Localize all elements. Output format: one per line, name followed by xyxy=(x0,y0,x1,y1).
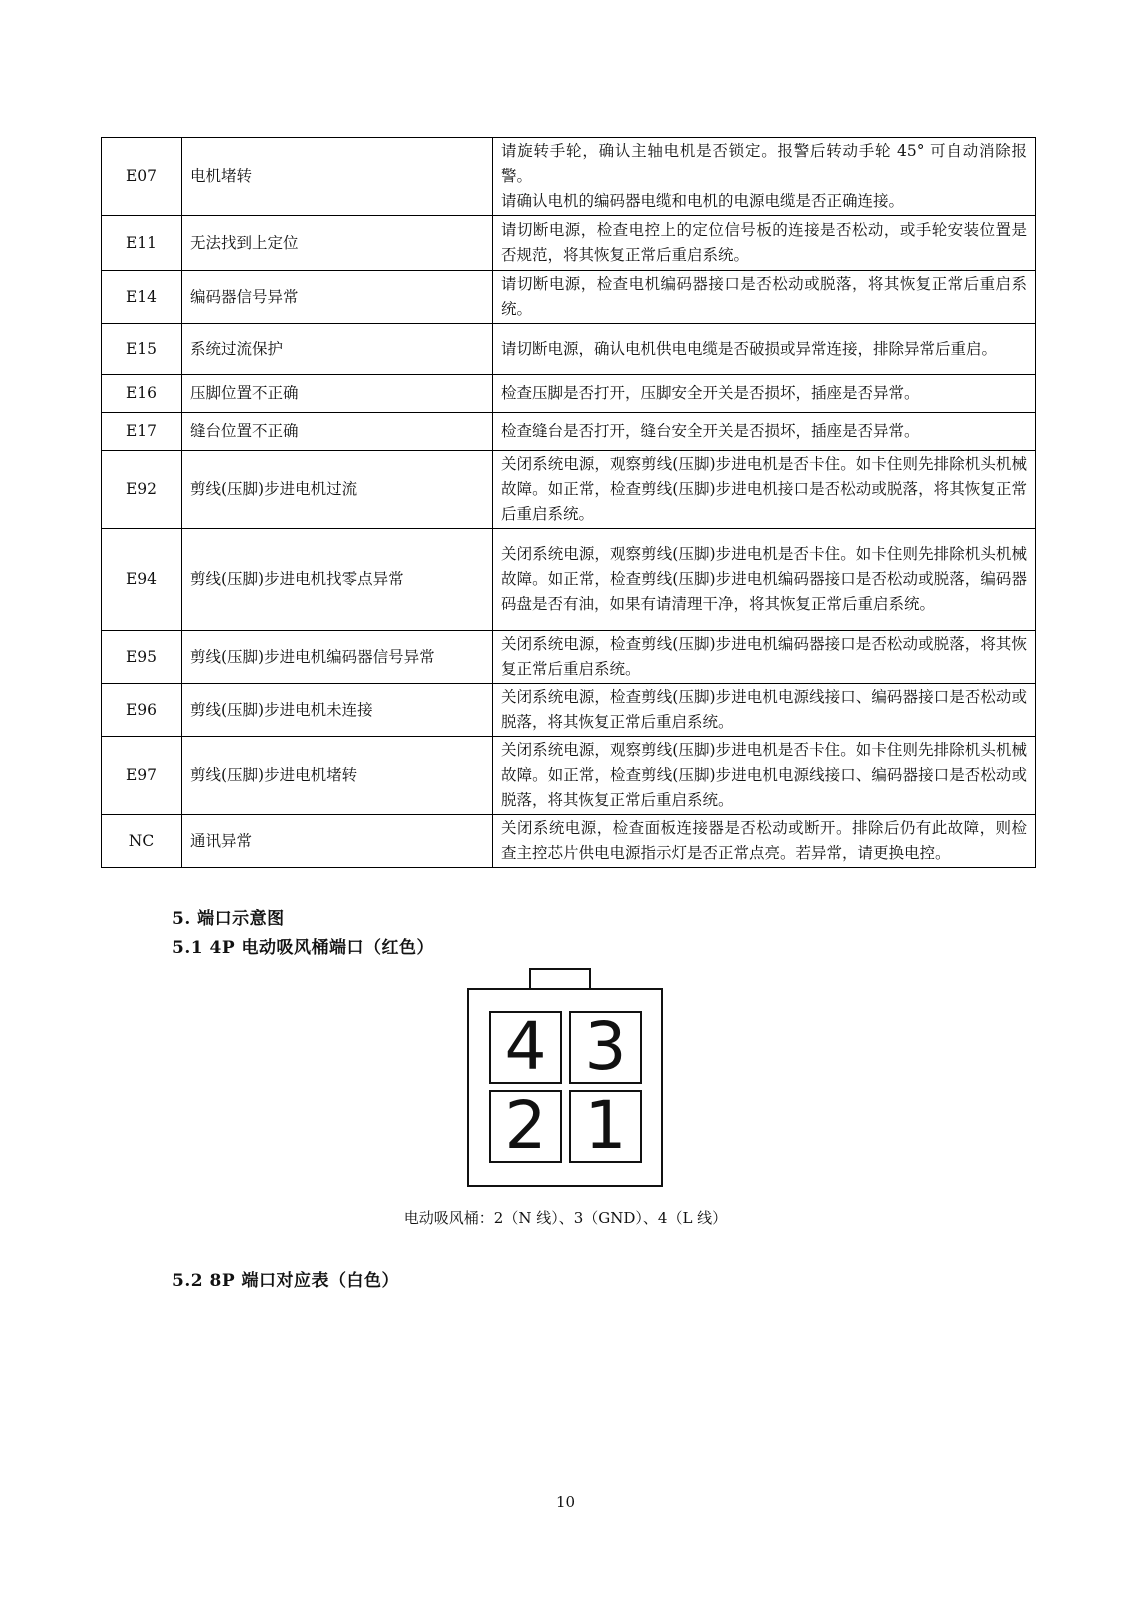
error-code: E16 xyxy=(102,375,182,413)
table-row xyxy=(102,451,1036,529)
error-remedy xyxy=(493,413,1036,451)
error-name: 无法找到上定位 xyxy=(182,216,493,271)
error-code: E97 xyxy=(102,737,182,815)
table-row xyxy=(102,684,1036,737)
remedy-line: 关闭系统电源，检查面板连接器是否松动或断开。排除后仍有此故障，则检查主控芯片供电电源指示灯是否正常点亮。若异常，请更换电控。 xyxy=(501,819,1027,862)
table-row xyxy=(102,271,1036,324)
error-remedy xyxy=(493,324,1036,375)
table-row xyxy=(102,138,1036,216)
remedy-line: 请确认电机的编码器电缆和电机的电源电缆是否正确连接。 xyxy=(501,192,905,210)
table-row xyxy=(102,216,1036,271)
error-code: E95 xyxy=(102,631,182,684)
table-row xyxy=(102,737,1036,815)
remedy-line: 关闭系统电源，检查剪线(压脚)步进电机编码器接口是否松动或脱落，将其恢复正常后重启系统。 xyxy=(501,635,1027,678)
error-name: 剪线(压脚)步进电机堵转 xyxy=(182,737,493,815)
error-remedy xyxy=(493,815,1036,868)
table-row xyxy=(102,413,1036,451)
remedy-line: 请切断电源，检查电机编码器接口是否松动或脱落，将其恢复正常后重启系统。 xyxy=(501,275,1027,318)
error-code: E15 xyxy=(102,324,182,375)
error-code: E17 xyxy=(102,413,182,451)
error-code: NC xyxy=(102,815,182,868)
remedy-line: 请旋转手轮，确认主轴电机是否锁定。报警后转动手轮 45° 可自动消除报警。 xyxy=(501,142,1027,185)
error-code: E07 xyxy=(102,138,182,216)
section-5-2-heading: 5.2 8P 端口对应表（白色） xyxy=(172,1271,400,1291)
remedy-line: 关闭系统电源，检查剪线(压脚)步进电机电源线接口、编码器接口是否松动或脱落，将其恢复正常后重启系统。 xyxy=(501,688,1027,731)
error-remedy xyxy=(493,529,1036,631)
error-code: E11 xyxy=(102,216,182,271)
pin-2-label: 2 xyxy=(504,1087,547,1164)
remedy-line: 检查压脚是否打开，压脚安全开关是否损坏，插座是否异常。 xyxy=(501,384,920,402)
connector-latch xyxy=(530,969,590,989)
remedy-line: 请切断电源，检查电控上的定位信号板的连接是否松动，或手轮安装位置是否规范，将其恢复正常后重启系统。 xyxy=(501,221,1027,264)
error-name: 剪线(压脚)步进电机过流 xyxy=(182,451,493,529)
error-remedy xyxy=(493,631,1036,684)
error-name: 剪线(压脚)步进电机未连接 xyxy=(182,684,493,737)
pin-1-label: 1 xyxy=(584,1087,627,1164)
error-remedy xyxy=(493,451,1036,529)
remedy-line: 关闭系统电源，观察剪线(压脚)步进电机是否卡住。如卡住则先排除机头机械故障。如正常，检查剪线(压脚)步进电机电源线接口、编码器接口是否松动或脱落，将其恢复正常后重启系统。 xyxy=(501,741,1027,809)
section-5-heading: 5. 端口示意图 xyxy=(172,909,285,929)
error-code: E94 xyxy=(102,529,182,631)
error-remedy xyxy=(493,684,1036,737)
connector-caption: 电动吸风桶：2（N 线）、3（GND）、4（L 线） xyxy=(403,1209,728,1227)
error-code: E96 xyxy=(102,684,182,737)
error-name: 编码器信号异常 xyxy=(182,271,493,324)
error-table-body xyxy=(102,138,1036,868)
error-name: 通讯异常 xyxy=(182,815,493,868)
remedy-line: 检查缝台是否打开，缝台安全开关是否损坏，插座是否异常。 xyxy=(501,422,920,440)
error-code: E92 xyxy=(102,451,182,529)
table-row xyxy=(102,375,1036,413)
error-code: E14 xyxy=(102,271,182,324)
remedy-line: 关闭系统电源，观察剪线(压脚)步进电机是否卡住。如卡住则先排除机头机械故障。如正常，检查剪线(压脚)步进电机编码器接口是否松动或脱落，编码器码盘是否有油，如果有请清理干净，将其恢复正常后重启系统。 xyxy=(501,545,1027,613)
error-name: 剪线(压脚)步进电机编码器信号异常 xyxy=(182,631,493,684)
error-remedy xyxy=(493,737,1036,815)
error-name: 压脚位置不正确 xyxy=(182,375,493,413)
error-remedy xyxy=(493,138,1036,216)
error-name: 缝台位置不正确 xyxy=(182,413,493,451)
table-row xyxy=(102,815,1036,868)
error-name: 电机堵转 xyxy=(182,138,493,216)
table-row xyxy=(102,324,1036,375)
pin-4-label: 4 xyxy=(504,1008,547,1085)
remedy-line: 请切断电源，确认电机供电电缆是否破损或异常连接，排除异常后重启。 xyxy=(501,339,998,358)
error-name: 剪线(压脚)步进电机找零点异常 xyxy=(182,529,493,631)
connector-4p-diagram xyxy=(466,968,666,1188)
table-row xyxy=(102,631,1036,684)
section-5-1-heading: 5.1 4P 电动吸风桶端口（红色） xyxy=(172,938,435,958)
pin-3-label: 3 xyxy=(584,1008,627,1085)
remedy-line: 关闭系统电源，观察剪线(压脚)步进电机是否卡住。如卡住则先排除机头机械故障。如正常，检查剪线(压脚)步进电机接口是否松动或脱落，将其恢复正常后重启系统。 xyxy=(501,455,1027,523)
error-code-table xyxy=(101,137,1036,868)
error-remedy xyxy=(493,375,1036,413)
error-name: 系统过流保护 xyxy=(182,324,493,375)
table-row xyxy=(102,529,1036,631)
error-remedy xyxy=(493,216,1036,271)
page-number: 10 xyxy=(555,1493,576,1511)
error-remedy xyxy=(493,271,1036,324)
